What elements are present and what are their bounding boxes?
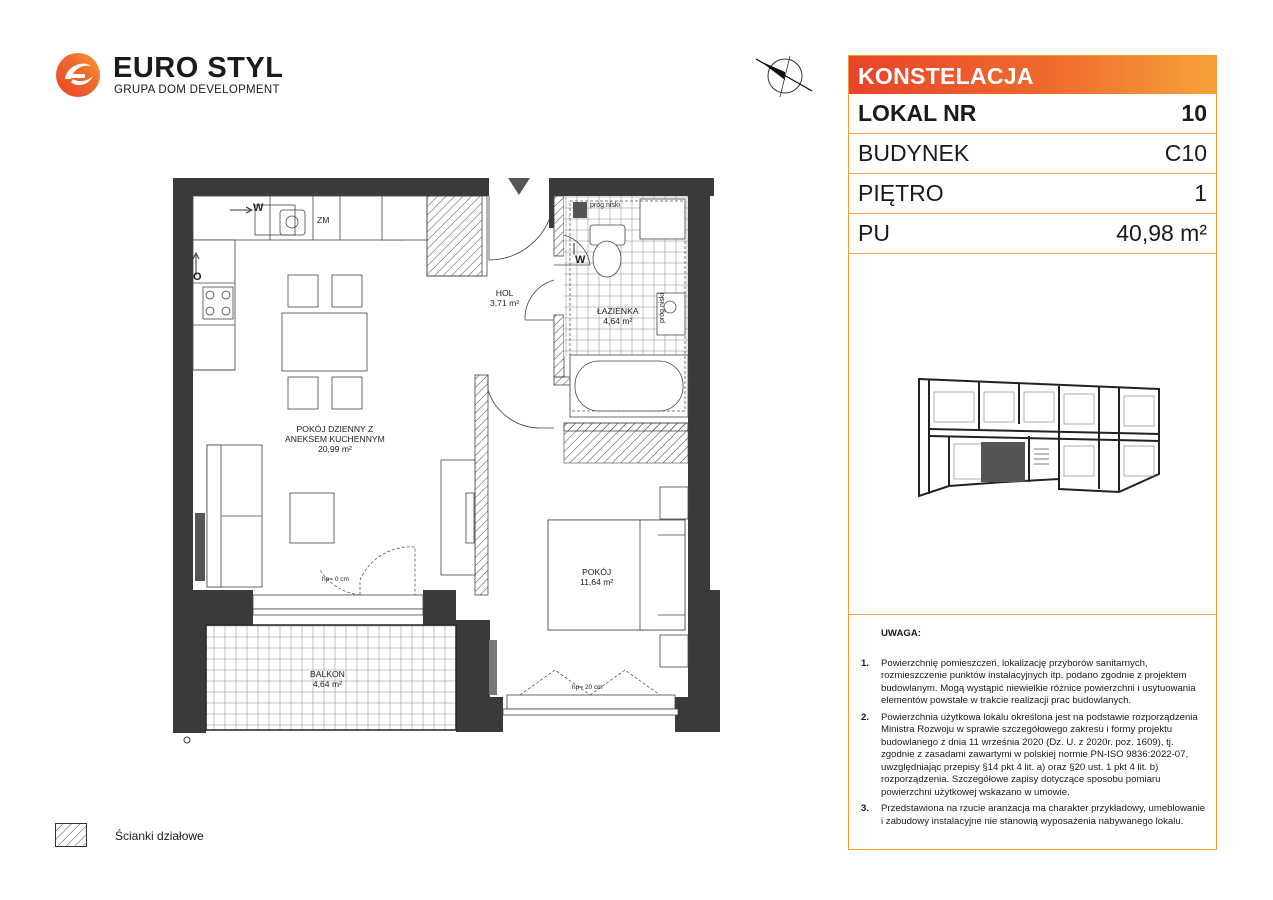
note-item (861, 803, 1206, 828)
room-label-bathroom (597, 306, 639, 326)
row-floor (849, 174, 1216, 214)
row-building (849, 134, 1216, 174)
row-value: 10 (1181, 100, 1207, 126)
row-value: C10 (1164, 140, 1207, 166)
threshold-mark: próg niski (590, 202, 620, 209)
window-height-mark: hp= 0 cm (322, 576, 349, 583)
building-key-plan (909, 374, 1164, 504)
floor-plan-drawing (170, 175, 730, 745)
room-area: 11,64 m² (580, 577, 614, 587)
room-name: HOL (495, 288, 514, 298)
floor-plan (170, 175, 730, 745)
notes-title: UWAGA: (881, 628, 921, 639)
room-name: BALKON (310, 669, 345, 679)
legend-label: Ścianki działowe (115, 829, 204, 843)
brand-subtitle: GRUPA DOM DEVELOPMENT (114, 84, 280, 96)
row-value: 40,98 m² (1116, 220, 1207, 246)
room-area: 4,64 m² (312, 679, 342, 689)
room-area: 4,64 m² (603, 316, 633, 326)
row-value: 1 (1194, 180, 1207, 206)
row-label: PIĘTRO (858, 180, 944, 206)
north-arrow-icon (754, 50, 814, 102)
row-label: BUDYNEK (858, 140, 970, 166)
room-area: 3,71 m² (490, 298, 520, 308)
ventilation-mark: O (193, 271, 202, 283)
note-number: 3. (861, 803, 870, 814)
room-name: ANEKSEM KUCHENNYM (285, 434, 385, 444)
note-text: Powierzchnię pomieszczeń, lokalizację przyborów sanitarnych, rozmieszczenie punktów instalacyjnych itp. podano zgodnie z projektem budowlanym. Mogą wystąpić niewielkie różnice powierzchni i usytuowania elementów powstałe w trakcie realizacji prac budowlanych. (881, 657, 1196, 706)
notes-section (861, 628, 1206, 832)
water-mark: W (575, 254, 586, 266)
note-item (861, 658, 1206, 708)
room-name: POKÓJ (582, 567, 612, 577)
threshold-mark: próg niski (659, 293, 666, 323)
note-number: 1. (861, 657, 870, 669)
note-number: 2. (861, 711, 870, 723)
project-name: KONSTELACJA (849, 56, 1216, 94)
room-label-hall (490, 288, 519, 308)
apartment-info-panel (848, 55, 1217, 850)
water-mark: W (253, 202, 264, 214)
room-name: ŁAZIENKA (597, 306, 639, 316)
fridge-mark: ZM (317, 215, 330, 225)
room-name: POKÓJ DZIENNY Z (296, 424, 374, 434)
window-height-mark: hp= 20 cm (572, 684, 603, 691)
row-usable-area (849, 214, 1216, 254)
euro-styl-logo-icon (55, 52, 101, 98)
room-label-bedroom (580, 567, 613, 587)
notes-divider (849, 614, 1216, 615)
note-text: Przedstawiona na rzucie aranżacja ma charakter przykładowy, umeblowanie i zabudowy instalacyjne nie stanowią wyposażenia nabywanego lokalu. (881, 803, 1206, 827)
note-text: Powierzchnia użytkowa lokalu określona jest na podstawie rozporządzenia Ministra Rozwoju w sprawie szczegółowego zakresu i formy projektu budowlanego z dnia 11 września 2020 (Dz. U. z 2020r. poz. 1609), tj. zgodnie z zasadami zawartymi w polskiej normie PN-ISO 9836:2022-07, uwzględniając przepisy §14 pkt 4 lit. a) oraz §20 ust. 1 pkt 4 lit. b) rozporządzenia. Szczegółowe zapisy dotyczące sposobu pomiaru powierzchni użytkowej wskazano w umowie. (881, 711, 1198, 798)
note-item (861, 712, 1206, 800)
room-label-balcony (310, 669, 345, 689)
room-area: 20,99 m² (317, 444, 352, 454)
partition-wall-legend-icon (55, 823, 87, 847)
row-label: PU (858, 220, 890, 246)
row-apartment-number (849, 94, 1216, 134)
brand-name: EURO STYL (113, 52, 284, 84)
room-label-living (285, 424, 385, 454)
brand-logo (55, 52, 295, 102)
row-label: LOKAL NR (858, 100, 977, 126)
